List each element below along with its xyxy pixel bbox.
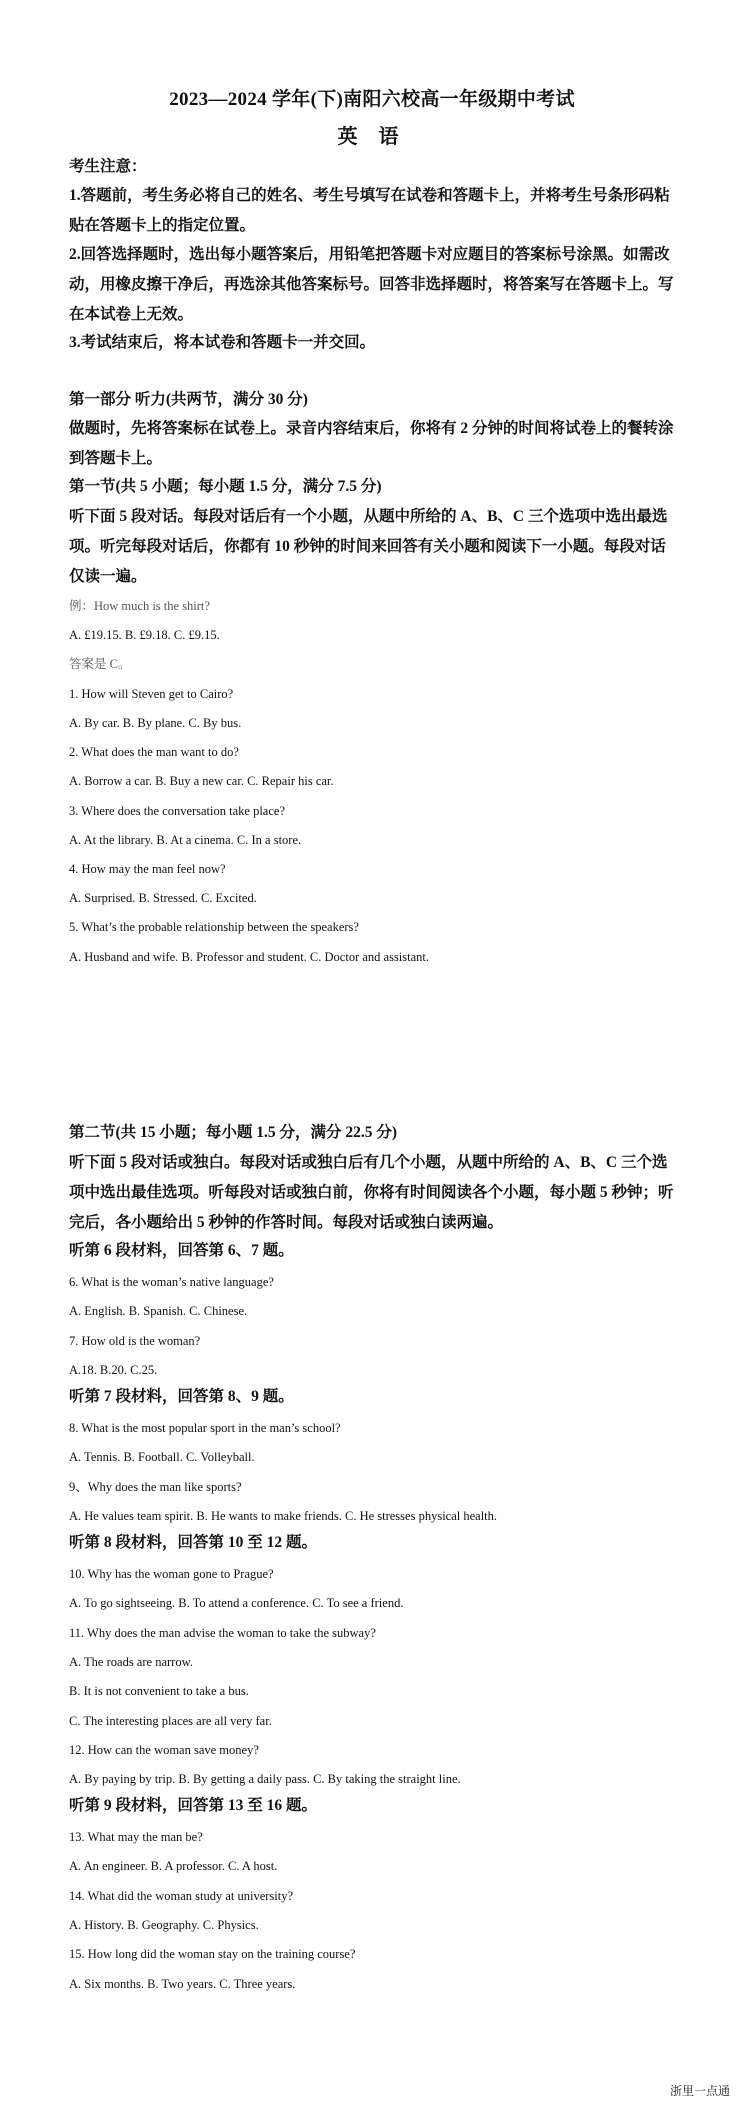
question-11-option-c: C. The interesting places are all very far. (69, 1714, 272, 1728)
question-7: 7. How old is the woman? (69, 1334, 201, 1348)
question-5: 5. What’s the probable relationship between the speakers? (69, 920, 359, 934)
question-7-options: A.18. B.20. C.25. (69, 1363, 158, 1377)
section1-heading: 第一节(共 5 小题；每小题 1.5 分，满分 7.5 分) (69, 478, 382, 495)
question-3-options: A. At the library. B. At a cinema. C. In a store. (69, 833, 302, 847)
question-13: 13. What may the man be? (69, 1830, 203, 1844)
question-11-option-a: A. The roads are narrow. (69, 1655, 193, 1669)
question-10-options: A. To go sightseeing. B. To attend a conference. C. To see a friend. (69, 1596, 404, 1610)
notice-item-3: 3.考试结束后，将本试卷和答题卡一并交回。 (69, 334, 376, 351)
question-10: 10. Why has the woman gone to Prague? (69, 1567, 274, 1581)
question-12-options: A. By paying by trip. B. By getting a daily pass. C. By taking the straight line. (69, 1772, 461, 1786)
section1-intro: 听下面 5 段对话。每段对话后有一个小题，从题中所给的 A、B、C 三个选项中选出最选项。听完每段对话后，你都有 10 秒钟的时间来回答有关小题和阅读下一小题。每段对话仅读一遍。 (69, 508, 668, 585)
material-8-heading: 听第 8 段材料，回答第 10 至 12 题。 (69, 1534, 318, 1551)
question-4-options: A. Surprised. B. Stressed. C. Excited. (69, 891, 257, 905)
material-6-heading: 听第 6 段材料，回答第 6、7 题。 (69, 1242, 294, 1259)
question-8: 8. What is the most popular sport in the man’s school? (69, 1421, 341, 1435)
notice-item-2: 2.回答选择题时，选出每小题答案后，用铅笔把答题卡对应题目的答案标号涂黑。如需改动，用橡皮擦干净后，再选涂其他答案标号。回答非选择题时，将答案写在答题卡上。写在本试卷上无效。 (69, 246, 674, 323)
question-11: 11. Why does the man advise the woman to take the subway? (69, 1626, 376, 1640)
exam-subject: 英 语 (337, 126, 407, 148)
question-15-options: A. Six months. B. Two years. C. Three years. (69, 1977, 296, 1991)
example-options: A. £19.15. B. £9.18. C. £9.15. (69, 628, 220, 642)
section2-intro: 听下面 5 段对话或独白。每段对话或独白后有几个小题，从题中所给的 A、B、C 三个选项中选出最佳选项。听每段对话或独白前，你将有时间阅读各个小题，每小题 5 秒钟；听完后，各小题给出 5 秒钟的作答时间。每段对话或独白读两遍。 (69, 1154, 674, 1231)
question-1-options: A. By car. B. By plane. C. By bus. (69, 716, 242, 730)
exam-title: 2023—2024 学年(下)南阳六校高一年级期中考试 (169, 89, 575, 110)
question-12: 12. How can the woman save money? (69, 1743, 259, 1757)
material-9-heading: 听第 9 段材料，回答第 13 至 16 题。 (69, 1797, 318, 1814)
notice-heading: 考生注意： (69, 158, 147, 175)
question-5-options: A. Husband and wife. B. Professor and student. C. Doctor and assistant. (69, 950, 430, 964)
question-14-options: A. History. B. Geography. C. Physics. (69, 1918, 259, 1932)
section2-heading: 第二节(共 15 小题；每小题 1.5 分，满分 22.5 分) (69, 1124, 398, 1141)
question-6: 6. What is the woman’s native language? (69, 1275, 274, 1289)
question-14: 14. What did the woman study at university? (69, 1889, 294, 1903)
notice-item-1: 1.答题前，考生务必将自己的姓名、考生号填写在试卷和答题卡上，并将考生号条形码粘贴在答题卡上的指定位置。 (69, 187, 670, 234)
part1-heading: 第一部分 听力(共两节，满分 30 分) (69, 391, 308, 408)
material-7-heading: 听第 7 段材料，回答第 8、9 题。 (69, 1388, 294, 1405)
question-13-options: A. An engineer. B. A professor. C. A host. (69, 1859, 278, 1873)
part1-intro: 做题时，先将答案标在试卷上。录音内容结束后，你将有 2 分钟的时间将试卷上的餐转涂到答题卡上。 (69, 420, 674, 467)
example-answer: 答案是 C。 (69, 657, 131, 671)
example-question: 例：How much is the shirt? (69, 599, 210, 613)
question-9: 9、Why does the man like sports? (69, 1480, 242, 1494)
question-1: 1. How will Steven get to Cairo? (69, 687, 234, 701)
question-4: 4. How may the man feel now? (69, 862, 226, 876)
footer-watermark: 浙里一点通 (669, 2084, 730, 2098)
question-11-option-b: B. It is not convenient to take a bus. (69, 1684, 249, 1698)
question-6-options: A. English. B. Spanish. C. Chinese. (69, 1304, 248, 1318)
question-2-options: A. Borrow a car. B. Buy a new car. C. Repair his car. (69, 774, 334, 788)
question-9-options: A. He values team spirit. B. He wants to make friends. C. He stresses physical health. (69, 1509, 498, 1523)
question-2: 2. What does the man want to do? (69, 745, 239, 759)
question-15: 15. How long did the woman stay on the training course? (69, 1947, 356, 1961)
question-3: 3. Where does the conversation take place? (69, 804, 285, 818)
question-8-options: A. Tennis. B. Football. C. Volleyball. (69, 1450, 255, 1464)
